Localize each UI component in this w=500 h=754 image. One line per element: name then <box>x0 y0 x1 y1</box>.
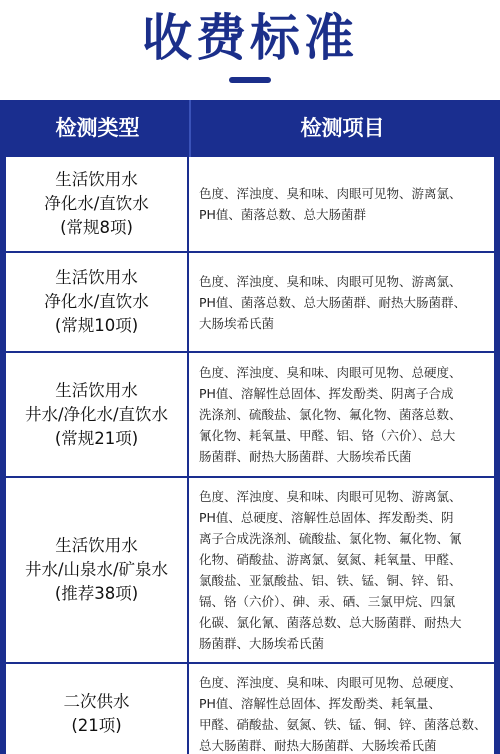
row-items: 色度、浑浊度、臭和味、肉眼可见物、总硬度、 PH值、溶解性总固体、挥发酚类、耗氧量、 甲醛、硝酸盐、氨氮、铁、锰、铜、锌、菌落总数、 总大肠菌群、耐热大肠菌群、大肠埃希氏菌 <box>199 675 487 753</box>
row-type-line: 二次供水 <box>63 692 130 711</box>
table-row <box>6 157 494 251</box>
row-type <box>6 478 189 662</box>
row-type-line: 生活饮用水 <box>55 536 138 555</box>
row-type-line: (常规21项) <box>54 428 139 448</box>
row-type-line: 净化水/直饮水 <box>44 292 149 311</box>
row-type <box>6 353 189 476</box>
row-type <box>6 157 189 251</box>
header-type: 检测类型 <box>55 116 140 140</box>
row-items: 色度、浑浊度、臭和味、肉眼可见物、游离氯、 PH值、菌落总数、总大肠菌群、耐热大肠菌群、 大肠埃希氏菌 <box>199 273 466 331</box>
table-body <box>6 157 494 754</box>
row-type <box>6 664 189 754</box>
row-type-line: 井水/山泉水/矿泉水 <box>24 560 169 579</box>
row-type-line: 井水/净化水/直饮水 <box>24 404 169 424</box>
row-type <box>6 253 189 351</box>
title-area <box>0 0 500 100</box>
row-items: 色度、浑浊度、臭和味、肉眼可见物、游离氯、 PH值、总硬度、溶解性总固体、挥发酚类、阴 离子合成洗涤剂、硫酸盐、氯化物、氟化物、氰 化物、硝酸盐、游离氯、氨氮、耗氧量、甲醛、 氯酸盐、亚氯酸盐、铝、铁、锰、铜、锌、铅、 镉、铬（六价）、砷、汞、硒、三氯甲烷、四氯 化碳、氯化氰、菌落总数、总大肠菌群、耐热大 肠菌群、大肠埃希氏菌 <box>199 489 462 651</box>
row-type-line: 净化水/直饮水 <box>44 194 149 213</box>
page-title: 收费标准 <box>142 9 358 67</box>
header-items: 检测项目 <box>189 100 494 157</box>
table-row <box>6 351 494 476</box>
row-type-line: (21项) <box>71 716 122 735</box>
row-items: 色度、浑浊度、臭和味、肉眼可见物、总硬度、 PH值、溶解性总固体、挥发酚类、阴离子合成 洗涤剂、硫酸盐、氯化物、氟化物、菌落总数、 氰化物、耗氧量、甲醛、铝、铬（六价）、总大 肠菌群、耐热大肠菌群、大肠埃希氏菌 <box>199 365 462 464</box>
row-type-line: (常规8项) <box>60 218 133 237</box>
table-row <box>6 251 494 351</box>
table-header <box>6 100 494 157</box>
table-row <box>6 476 494 662</box>
pricing-table <box>0 100 500 754</box>
row-type-line: 生活饮用水 <box>55 268 138 287</box>
row-type-line: (推荐38项) <box>54 584 139 603</box>
row-type-line: 生活饮用水 <box>55 380 138 400</box>
row-type-line: 生活饮用水 <box>55 170 138 189</box>
table-row <box>6 662 494 754</box>
title-underline <box>229 77 271 83</box>
row-type-line: (常规10项) <box>54 316 139 335</box>
row-items: 色度、浑浊度、臭和味、肉眼可见物、游离氯、 PH值、菌落总数、总大肠菌群 <box>199 186 462 222</box>
